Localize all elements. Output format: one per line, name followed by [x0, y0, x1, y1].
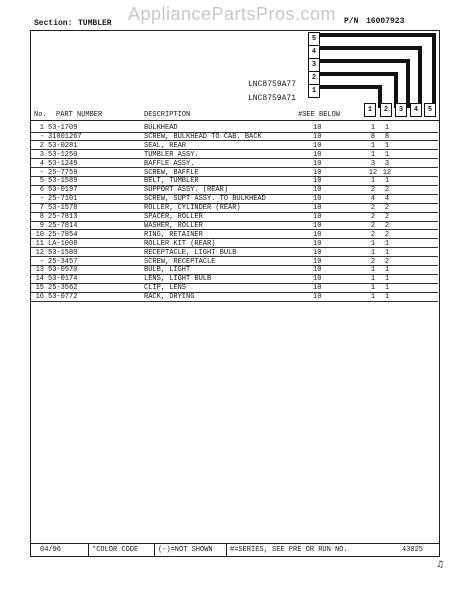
series-2-quantity: 2 [384, 186, 390, 195]
series-1-quantity: 1 [370, 239, 376, 248]
part-number: LA-1008 [48, 239, 78, 248]
part-quantity-code: 10 [313, 150, 322, 159]
series-2-quantity: 4 [384, 195, 390, 204]
part-number: 53-1250 [48, 150, 78, 159]
series-box: 4 [308, 45, 320, 59]
part-description: SCREW, BAFFLE [144, 168, 199, 177]
row-underline [30, 301, 438, 302]
table-row [30, 169, 440, 178]
series-1-quantity: 1 [370, 177, 376, 186]
part-number: 53-0570 [48, 266, 78, 275]
part-quantity-code: 10 [313, 204, 322, 213]
part-quantity-code: 10 [313, 257, 322, 266]
part-quantity-code: 10 [313, 293, 322, 302]
pn-value: 16007923 [366, 17, 405, 26]
part-description: BELT, TUMBLER [144, 177, 199, 186]
part-quantity-code: 10 [313, 159, 322, 168]
series-2-quantity: 2 [384, 213, 390, 221]
series-2-quantity: 1 [384, 150, 390, 159]
part-number: 25-7814 [48, 221, 78, 230]
series-1-quantity: 1 [370, 266, 376, 275]
part-row-number: 8 [39, 213, 44, 221]
table-row [30, 204, 440, 213]
part-quantity-code: 10 [313, 177, 322, 186]
series-2-quantity: 12 [382, 168, 392, 177]
series-2-quantity: 2 [384, 230, 390, 239]
part-quantity-code: 10 [313, 284, 322, 293]
series-1-quantity: 2 [370, 230, 376, 239]
part-row-number: - [39, 168, 44, 177]
series-column-box: 1 [364, 103, 376, 117]
series-2-quantity: 1 [384, 266, 390, 275]
part-quantity-code: 10 [313, 230, 322, 239]
series-column-box: 5 [424, 103, 436, 117]
column-header-see-below: #SEE BELOW [298, 111, 341, 119]
model-number: LNC8759A71 [248, 94, 297, 103]
table-row [30, 240, 440, 249]
table-row [30, 222, 440, 231]
series-1-quantity: 3 [370, 159, 376, 168]
part-description: LENS, LIGHT BULB [144, 275, 212, 284]
part-quantity-code: 10 [313, 239, 322, 248]
part-row-number: - [39, 257, 44, 266]
header-rule [30, 120, 440, 121]
series-box: 2 [308, 71, 320, 85]
part-number: 53-0772 [48, 293, 78, 302]
series-box: 3 [308, 58, 320, 72]
part-row-number: 14 [35, 275, 44, 284]
series-2-quantity: 1 [384, 177, 390, 186]
table-row [30, 231, 440, 240]
part-quantity-code: 10 [313, 248, 322, 257]
part-quantity-code: 10 [313, 221, 322, 230]
table-row [30, 266, 440, 275]
pn-label: P/N [344, 17, 359, 26]
series-2-quantity: 1 [384, 293, 390, 302]
series-1-quantity: 2 [370, 221, 376, 230]
part-description: SPACER, ROLLER [144, 213, 203, 221]
part-number: 53-1249 [48, 159, 78, 168]
part-description: SCREW, SUPT ASSY. TO BULKHEAD [144, 195, 266, 204]
table-row [30, 177, 440, 186]
series-1-quantity: 8 [370, 132, 376, 141]
footer-series-note: #=SERIES, SEE PRE OR RUN NO. [230, 546, 348, 554]
part-row-number: 7 [39, 204, 44, 213]
series-1-quantity: 1 [370, 284, 376, 293]
part-quantity-code: 10 [313, 124, 322, 132]
part-row-number: 3 [39, 150, 44, 159]
part-number: 53-1578 [48, 204, 78, 213]
part-row-number: 12 [35, 248, 44, 257]
part-number: 25-7854 [48, 230, 78, 239]
part-number: 25-3457 [48, 257, 78, 266]
series-box: 1 [308, 84, 320, 98]
series-1-quantity: 4 [370, 195, 376, 204]
series-2-quantity: 2 [384, 257, 390, 266]
footer-date: 04/96 [40, 546, 62, 554]
series-2-quantity: 2 [384, 204, 390, 213]
series-2-quantity: 1 [384, 141, 390, 150]
part-description: SEAL, REAR [144, 141, 187, 150]
part-description: WASHER, ROLLER [144, 221, 203, 230]
series-2-quantity: 1 [384, 248, 390, 257]
part-row-number: 4 [39, 159, 44, 168]
series-box: 5 [308, 32, 320, 46]
series-2-quantity: 8 [384, 132, 390, 141]
part-quantity-code: 10 [313, 213, 322, 221]
series-1-quantity: 1 [370, 293, 376, 302]
part-row-number: 16 [35, 293, 44, 302]
table-row [30, 124, 440, 133]
table-row [30, 133, 440, 142]
part-number: 53-1589 [48, 177, 78, 186]
part-number: 25-3562 [48, 284, 78, 293]
part-description: BAFFLE ASSY. [144, 159, 195, 168]
part-row-number: 6 [39, 186, 44, 195]
series-2-quantity: 1 [384, 124, 390, 132]
series-1-quantity: 1 [370, 124, 376, 132]
part-row-number: 2 [39, 141, 44, 150]
series-column-box: 4 [410, 103, 422, 117]
part-description: BULKHEAD [144, 124, 178, 132]
series-column-box: 2 [380, 103, 392, 117]
part-row-number: - [39, 195, 44, 204]
table-row [30, 160, 440, 169]
part-number: 53-0281 [48, 141, 78, 150]
table-row [30, 186, 440, 195]
part-description: CLIP, LENS [144, 284, 187, 293]
part-number: 25-7101 [48, 195, 78, 204]
footer-page-code: 43025 [402, 546, 424, 554]
part-number: 31001267 [48, 132, 82, 141]
part-description: RING, RETAINER [144, 230, 203, 239]
column-header-no: No. [34, 111, 47, 119]
part-number: 53-0197 [48, 186, 78, 195]
series-2-quantity: 3 [384, 159, 390, 168]
series-1-quantity: 1 [370, 150, 376, 159]
part-quantity-code: 10 [313, 141, 322, 150]
part-number: 53-0174 [48, 275, 78, 284]
part-description: TUMBLER ASSY. [144, 150, 199, 159]
model-number: LNC8759A77 [248, 80, 297, 89]
table-row [30, 258, 440, 267]
part-number: 53-1580 [48, 248, 78, 257]
part-description: SCREW, RECEPTACLE [144, 257, 216, 266]
table-row [30, 249, 440, 258]
part-number: 53-1709 [48, 124, 78, 132]
table-row [30, 275, 440, 284]
series-1-quantity: 1 [370, 275, 376, 284]
series-1-quantity: 2 [370, 204, 376, 213]
table-row [30, 284, 440, 293]
part-description: BULB, LIGHT [144, 266, 191, 275]
part-quantity-code: 10 [313, 195, 322, 204]
column-header-description: DESCRIPTION [144, 111, 191, 119]
section-name: TUMBLER [78, 19, 112, 28]
series-1-quantity: 2 [370, 186, 376, 195]
table-row [30, 195, 440, 204]
table-row [30, 142, 440, 151]
series-2-quantity: 2 [384, 221, 390, 230]
series-1-quantity: 1 [370, 141, 376, 150]
part-row-number: 9 [39, 221, 44, 230]
part-row-number: 13 [35, 266, 44, 275]
series-1-quantity: 12 [368, 168, 378, 177]
part-quantity-code: 10 [313, 275, 322, 284]
part-row-number: 10 [35, 230, 44, 239]
table-row [30, 293, 440, 302]
series-column-box: 3 [395, 103, 407, 117]
table-row [30, 151, 440, 160]
column-header-part-number: PART NUMBER [56, 111, 103, 119]
part-number: 25-7813 [48, 213, 78, 221]
part-quantity-code: 10 [313, 168, 322, 177]
part-description: RACK, DRYING [144, 293, 195, 302]
part-description: ROLLER, CYLINDER (REAR) [144, 204, 241, 213]
part-row-number: 11 [35, 239, 44, 248]
section-label: Section: [34, 19, 73, 28]
footer-not-shown: (-)=NOT SHOWN [158, 546, 213, 554]
part-row-number: 5 [39, 177, 44, 186]
footer [30, 543, 440, 556]
series-2-quantity: 1 [384, 239, 390, 248]
part-number: 25-7759 [48, 168, 78, 177]
part-row-number: 15 [35, 284, 44, 293]
part-description: SCREW, BULKHEAD TO CAB. BACK [144, 132, 262, 141]
table-row [30, 213, 440, 222]
part-quantity-code: 10 [313, 266, 322, 275]
series-2-quantity: 1 [384, 284, 390, 293]
part-quantity-code: 10 [313, 186, 322, 195]
watermark: AppliancePartsPros.com [127, 4, 337, 24]
part-row-number: 1 [39, 124, 44, 132]
part-row-number: - [39, 132, 44, 141]
series-1-quantity: 2 [370, 213, 376, 221]
series-1-quantity: 2 [370, 257, 376, 266]
series-2-quantity: 1 [384, 275, 390, 284]
corner-mark: ♫ [436, 560, 445, 570]
series-1-quantity: 1 [370, 248, 376, 257]
part-description: RECEPTACLE, LIGHT BULB [144, 248, 237, 257]
part-description: SUPPORT ASSY. (REAR) [144, 186, 229, 195]
part-quantity-code: 10 [313, 132, 322, 141]
footer-color-code: *COLOR CODE [92, 546, 139, 554]
part-description: ROLLER KIT (REAR) [144, 239, 216, 248]
